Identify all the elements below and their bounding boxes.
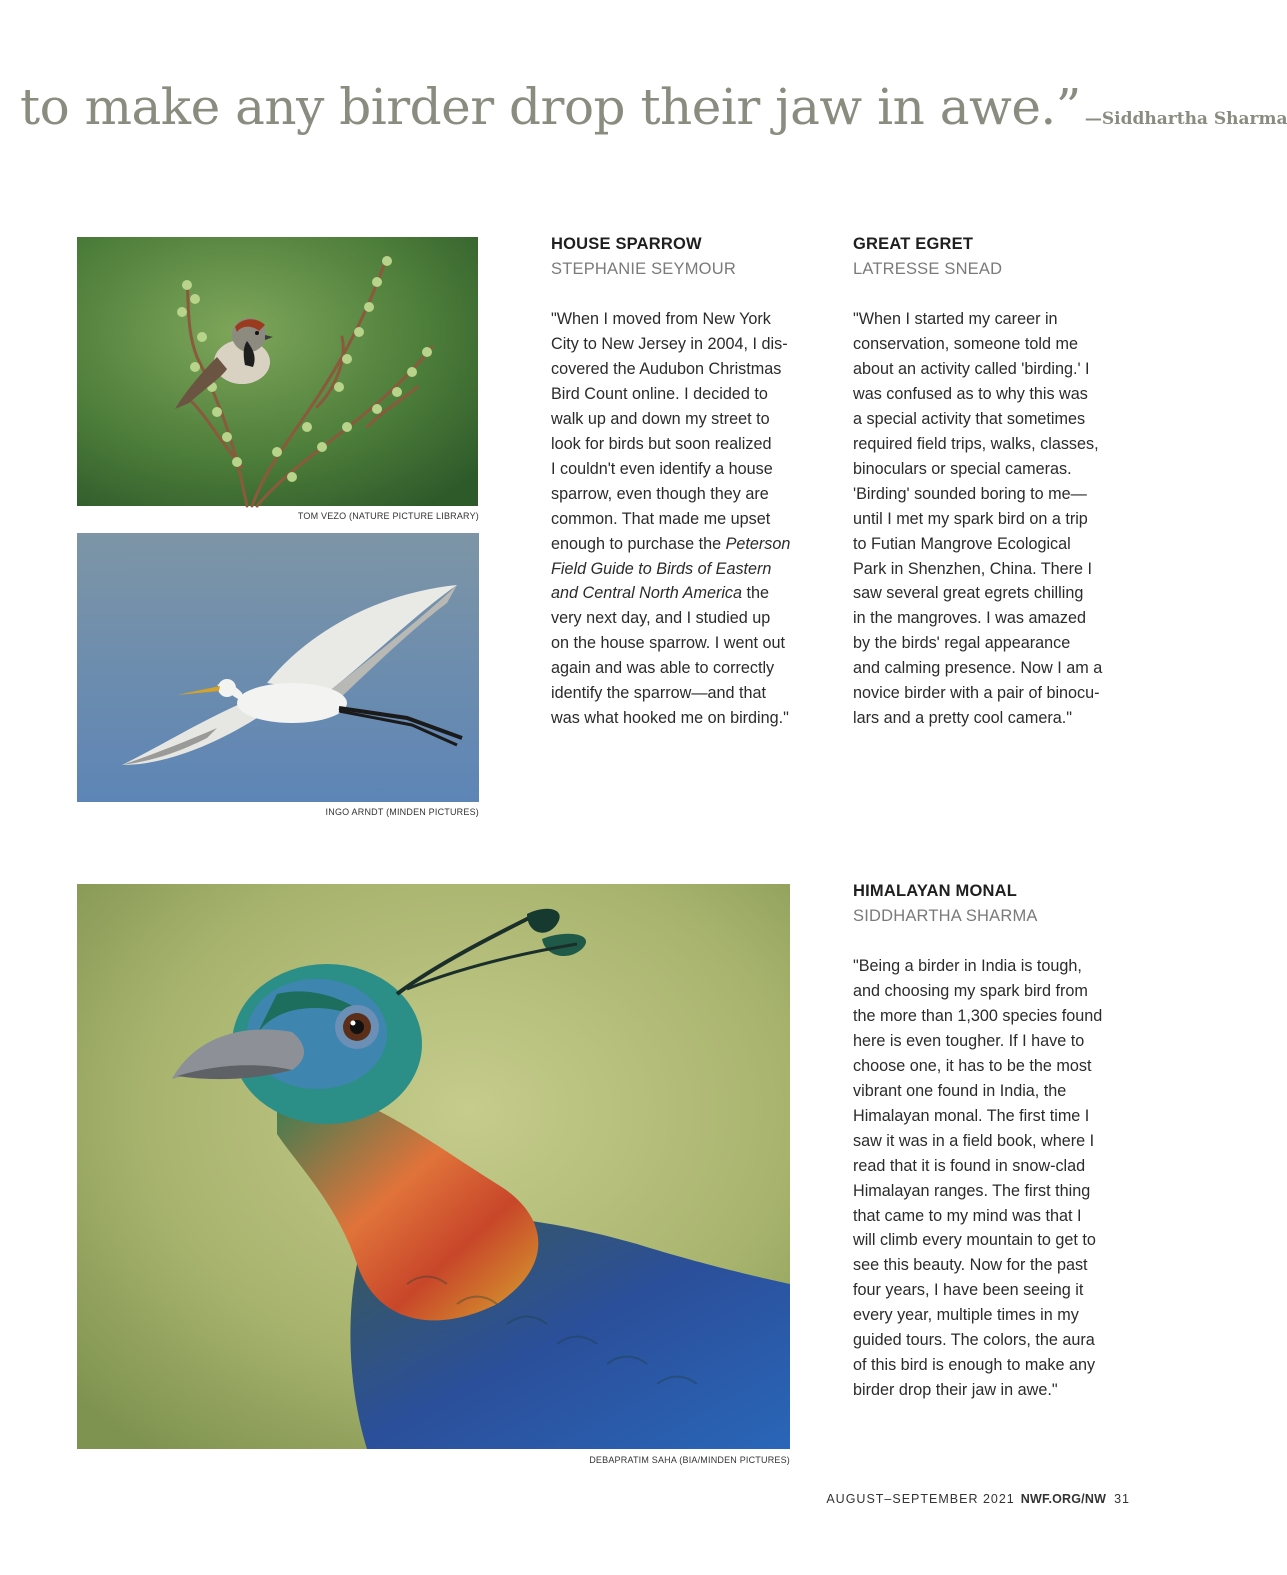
text-line: of this bird is enough to make any	[853, 1356, 1096, 1375]
text-line: on the house sparrow. I went out	[551, 634, 785, 653]
pull-quote	[20, 78, 1287, 136]
text-line: here is even tougher. If I have to	[853, 1031, 1085, 1050]
page-footer	[826, 1492, 1130, 1506]
text-line: binoculars or special cameras.	[853, 459, 1072, 478]
species-name: HOUSE SPARROW	[551, 235, 702, 253]
text-line: see this beauty. Now for the past	[853, 1256, 1088, 1275]
text-line: and calming presence. Now I am a	[853, 659, 1103, 678]
entry-house-sparrow	[551, 232, 826, 731]
text-line: will climb every mountain to get to	[853, 1231, 1096, 1250]
text-line: I couldn't even identify a house	[551, 459, 773, 478]
testimonial-text	[853, 307, 1133, 731]
text-line: very next day, and I studied up	[551, 609, 771, 628]
egret-photo	[77, 533, 479, 802]
author-name: SIDDHARTHA SHARMA	[853, 907, 1038, 925]
text-line: required field trips, walks, classes,	[853, 434, 1099, 453]
text-line: common. That made me upset	[551, 509, 771, 528]
site-url: NWF.ORG/NW	[1020, 1492, 1107, 1506]
text-line: "When I started my career in	[853, 310, 1058, 328]
species-name: GREAT EGRET	[853, 235, 974, 253]
text-line: saw it was in a field book, where I	[853, 1131, 1095, 1150]
text-line	[551, 581, 826, 606]
text-line: birder drop their jaw in awe."	[853, 1381, 1058, 1400]
text-line: Himalayan monal. The first time I	[853, 1106, 1090, 1125]
testimonial-text	[551, 307, 826, 731]
text-line: again and was able to correctly	[551, 659, 775, 678]
text-line: Park in Shenzhen, China. There I	[853, 559, 1093, 578]
text-line: was what hooked me on birding."	[551, 709, 789, 728]
text-segment: the	[742, 584, 770, 603]
issue-date: AUGUST–SEPTEMBER 2021	[826, 1492, 1015, 1506]
book-title: and Central North America	[551, 584, 743, 603]
text-line: identify the sparrow—and that	[551, 684, 767, 703]
author-name: STEPHANIE SEYMOUR	[551, 260, 736, 278]
testimonial-text	[853, 954, 1143, 1403]
text-line: Bird Count online. I decided to	[551, 384, 768, 403]
text-line: read that it is found in snow-clad	[853, 1156, 1086, 1175]
sparrow-illustration	[77, 237, 478, 506]
text-line: look for birds but soon realized	[551, 434, 772, 453]
text-line: novice birder with a pair of binocu-	[853, 684, 1100, 703]
text-line: in the mangroves. I was amazed	[853, 609, 1087, 628]
text-segment: enough to purchase the	[551, 534, 722, 553]
text-line: saw several great egrets chilling	[853, 584, 1084, 603]
text-line: "Being a birder in India is tough,	[853, 957, 1082, 975]
egret-illustration	[77, 533, 479, 802]
text-line: about an activity called 'birding.' I	[853, 359, 1090, 378]
text-line: conservation, someone told me	[853, 334, 1078, 353]
text-line: a special activity that sometimes	[853, 409, 1086, 428]
text-line: covered the Audubon Christmas	[551, 359, 782, 378]
text-line: every year, multiple times in my	[853, 1306, 1079, 1325]
text-line	[551, 557, 826, 582]
text-line: lars and a pretty cool camera."	[853, 709, 1072, 728]
text-line: and choosing my spark bird from	[853, 981, 1088, 1000]
sparrow-photo-credit: TOM VEZO (NATURE PICTURE LIBRARY)	[297, 511, 479, 521]
text-line: was confused as to why this was	[853, 384, 1088, 403]
text-line: choose one, it has to be the most	[853, 1056, 1092, 1075]
text-line: to Futian Mangrove Ecological	[853, 534, 1071, 553]
text-line: sparrow, even though they are	[551, 484, 769, 503]
text-line: four years, I have been seeing it	[853, 1281, 1084, 1300]
pull-quote-text: to make any birder drop their jaw in awe.”	[20, 78, 1081, 136]
text-line: Himalayan ranges. The first thing	[853, 1181, 1091, 1200]
entry-himalayan-monal	[853, 879, 1143, 1403]
egret-photo-credit: INGO ARNDT (MINDEN PICTURES)	[325, 807, 479, 817]
monal-photo	[77, 884, 790, 1449]
text-line	[551, 532, 826, 557]
text-line: walk up and down my street to	[551, 409, 770, 428]
sparrow-photo	[77, 237, 478, 506]
text-line: "When I moved from New York	[551, 310, 771, 328]
pull-quote-attribution: —Siddhartha Sharma	[1084, 109, 1287, 129]
page-number: 31	[1114, 1492, 1130, 1506]
text-line: City to New Jersey in 2004, I dis-	[551, 334, 788, 353]
text-line: guided tours. The colors, the aura	[853, 1331, 1095, 1350]
text-line: vibrant one found in India, the	[853, 1081, 1067, 1100]
text-line: by the birds' regal appearance	[853, 634, 1071, 653]
text-line: 'Birding' sounded boring to me—	[853, 484, 1087, 503]
species-name: HIMALAYAN MONAL	[853, 882, 1018, 900]
author-name: LATRESSE SNEAD	[853, 260, 1003, 278]
text-line: that came to my mind was that I	[853, 1206, 1082, 1225]
book-title: Peterson	[725, 534, 791, 553]
text-line: the more than 1,300 species found	[853, 1006, 1103, 1025]
book-title: Field Guide to Birds of Eastern	[551, 559, 772, 578]
monal-illustration	[77, 884, 790, 1449]
monal-photo-credit: DEBAPRATIM SAHA (BIA/MINDEN PICTURES)	[589, 1455, 790, 1465]
text-line: until I met my spark bird on a trip	[853, 509, 1088, 528]
entry-great-egret	[853, 232, 1133, 731]
